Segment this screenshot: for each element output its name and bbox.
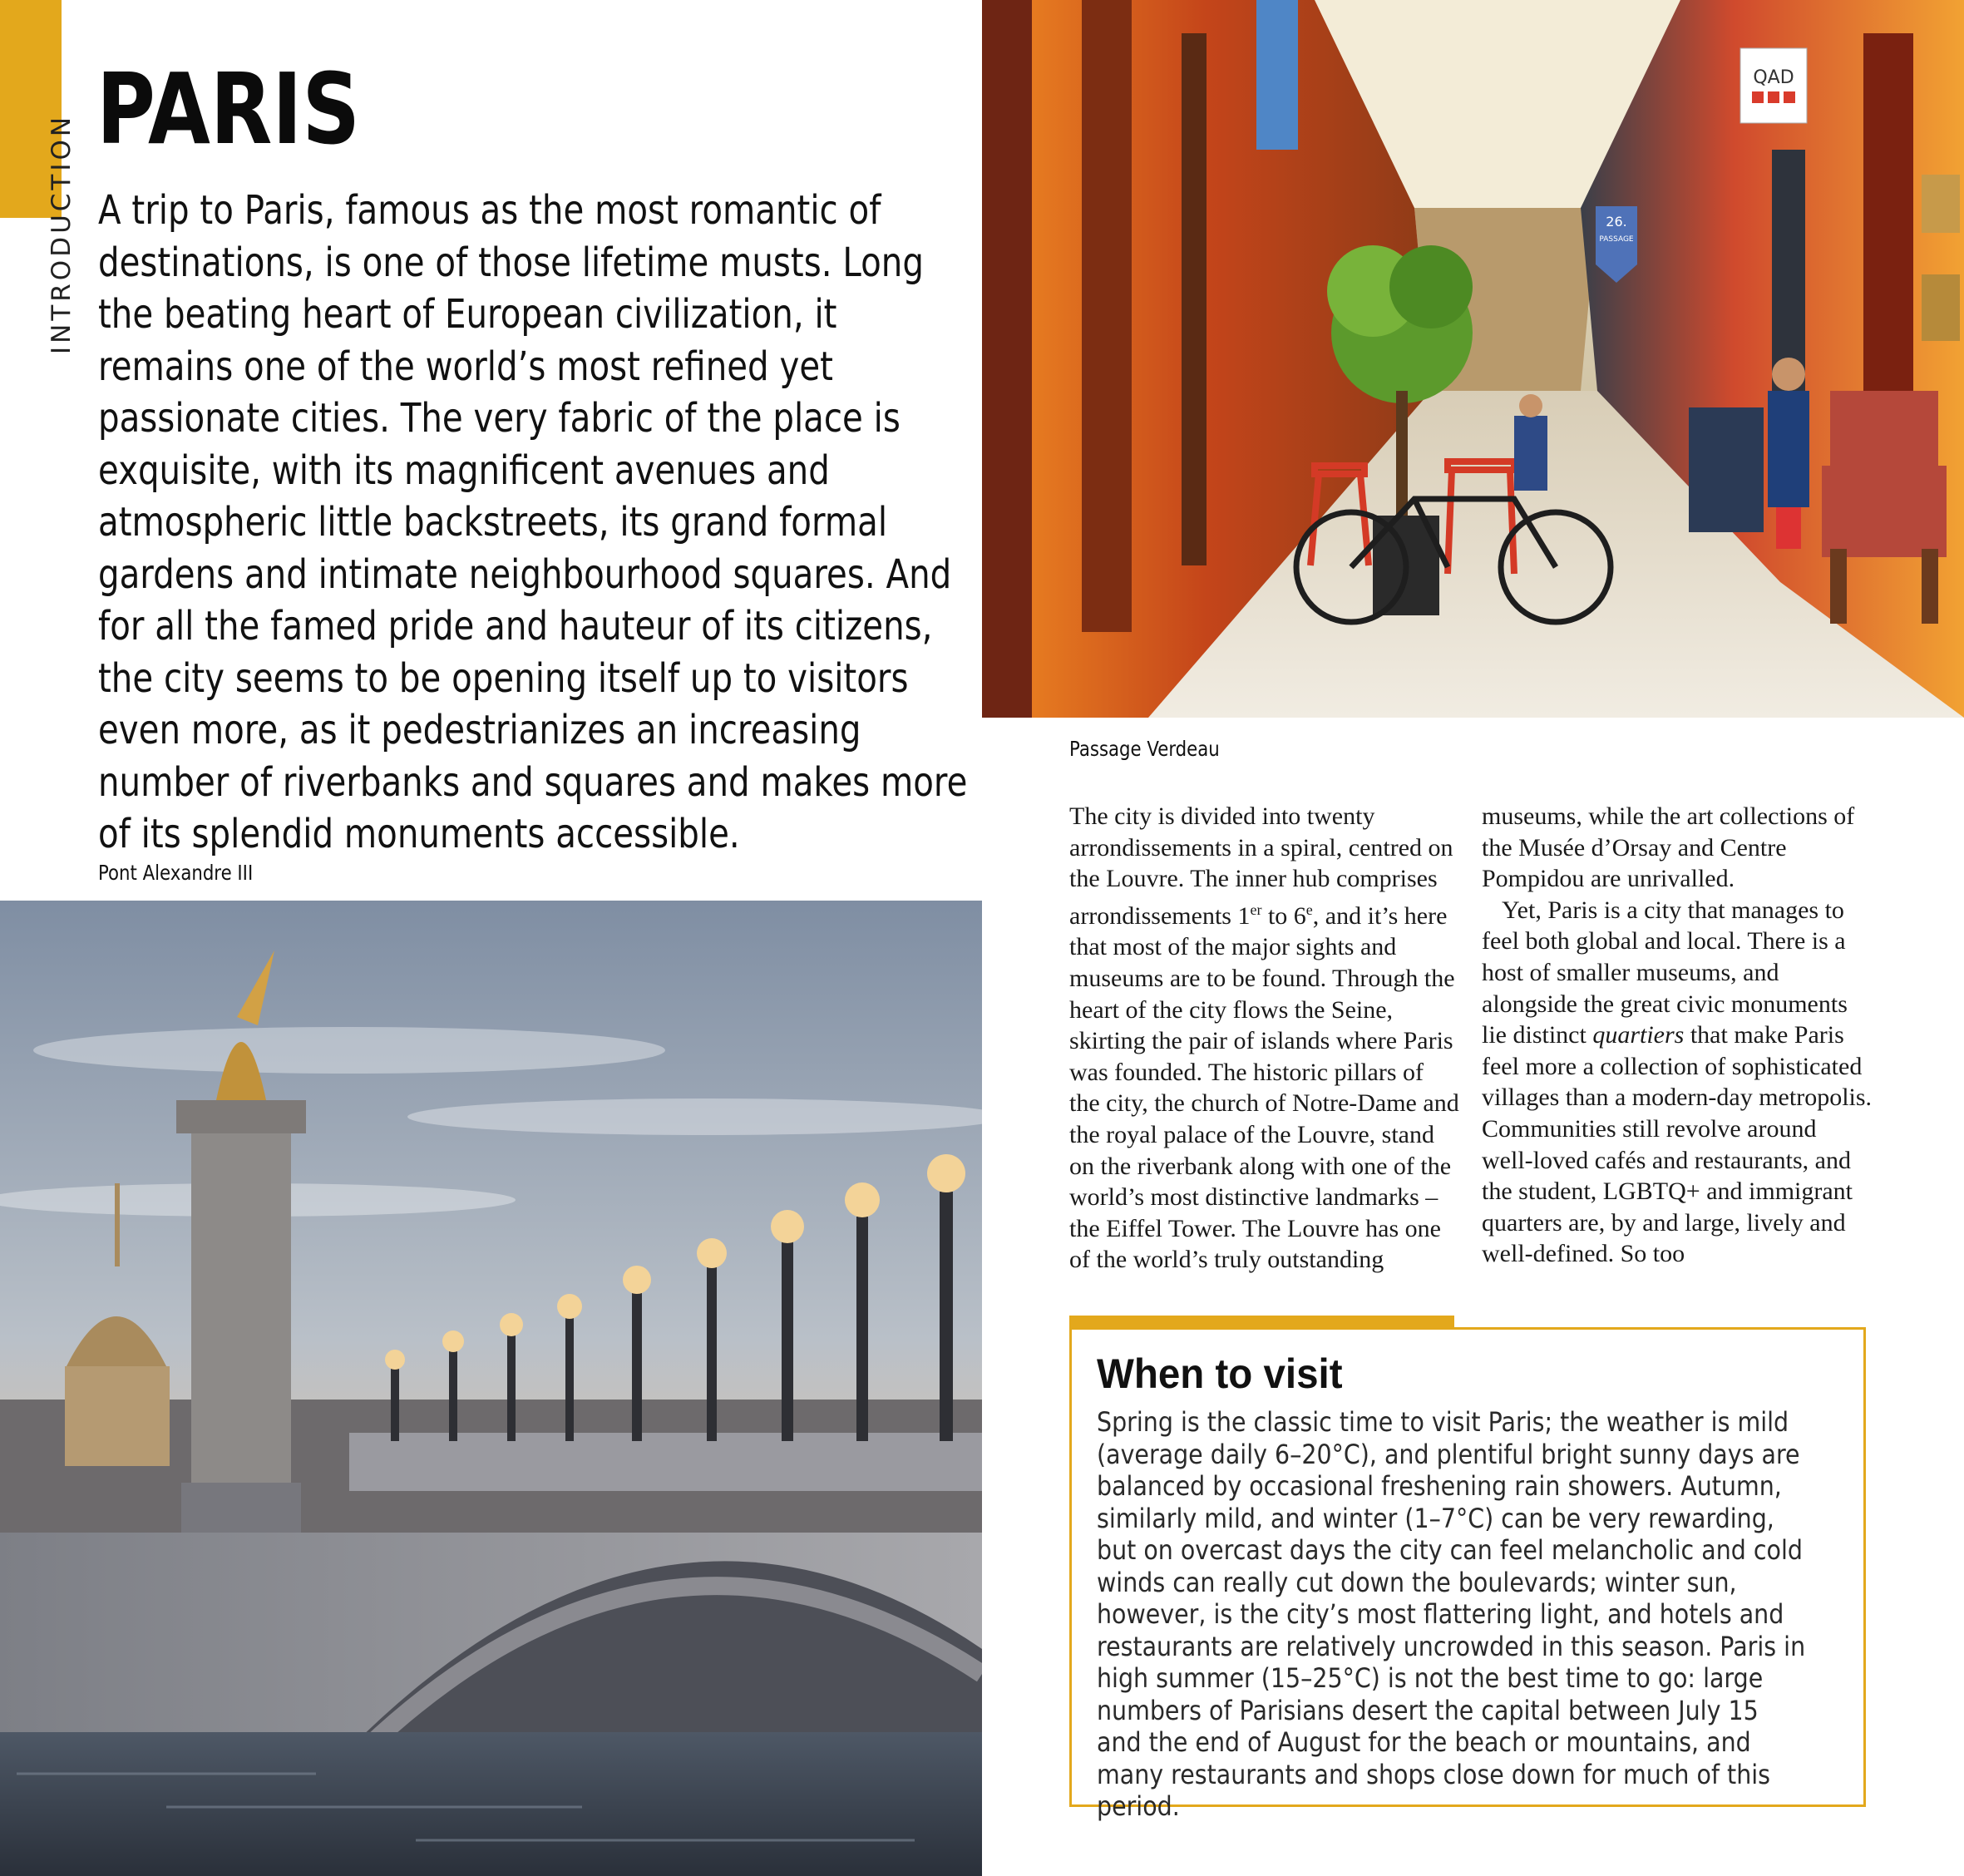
- superscript: er: [1250, 901, 1262, 918]
- superscript: e: [1305, 901, 1313, 918]
- body-emphasis: quartiers: [1592, 1021, 1685, 1049]
- page-title: PARIS: [96, 52, 361, 166]
- box-accent-rule: [1069, 1316, 1454, 1327]
- photo-caption-passage: Passage Verdeau: [1069, 737, 1220, 761]
- when-to-visit-text: Spring is the classic time to visit Paris; the weather is mild (average daily 6–20°C), and plentiful bright sunny days are balanced by occasional freshening rain showers. Autumn, similarly mild, and winter (1–7°C) can be very rewarding, but on overcast days the city can feel melancholic and cold winds can really cut down the boulevards; winter sun, however, is the city’s most flattering light, and hotels and restaurants are relatively uncrowded in this season. Paris in high summer (15–25°C) is not the best time to go: large numbers of Parisians desert the capital between July 15 and the end of August for the beach or mountains, and many restaurants and shops close down for much of this period.: [1097, 1406, 1806, 1822]
- intro-paragraph: A trip to Paris, famous as the most romantic of destinations, is one of those lifetime musts. Long the beating heart of European civilization, it remains one of the world’s most refined yet passionate cities. The very fabric of the place is exquisite, with its magnificent avenues and atmospheric little backstreets, its grand formal gardens and intimate neighbourhood squares. And for all the famed pride and hauteur of its citizens, the city seems to be opening itself up to visitors even more, as it pedestrianizes an increasing number of riverbanks and squares and makes more of its splendid monuments accessible.: [98, 187, 968, 857]
- pont-alexandre-photo: [0, 901, 982, 1876]
- body-paragraph-2: [1482, 895, 1873, 1270]
- passage-sign-number: 26.: [1606, 214, 1627, 230]
- passage-verdeau-photo: [982, 0, 1964, 718]
- when-to-visit-box: [1069, 1327, 1866, 1822]
- body-text: to 6: [1261, 901, 1306, 930]
- body-column-right: [1482, 801, 1873, 1270]
- body-paragraph-1-continued: museums, while the art collections of the Musée d’Orsay and Centre Pompidou are unrivalled.: [1482, 802, 1855, 893]
- body-text: that make Paris feel more a collection of sophisticated villages than a modern-day metropolis. Communities still revolve around well-loved cafés and restaurants, and the student, LGBTQ+ and immigrant quarters are, by and large, lively and well-defined. So too: [1482, 1021, 1873, 1268]
- photo-caption-bridge: Pont Alexandre III: [98, 861, 254, 885]
- body-text: The city is divided into twenty arrondissements in a spiral, centred on the Louvre. The inner hub comprises arrondissements 1: [1069, 802, 1453, 930]
- section-label: INTRODUCTION: [47, 113, 76, 354]
- body-text: , and it’s here that most of the major sights and museums are to be found. Through the heart of the city flows the Seine, skirting the pair of islands where Paris was founded. The historic pillars of the city, the church of Notre-Dame and the royal palace of the Louvre, stand on the riverbank along with one of the world’s most distinctive landmarks – the Eiffel Tower. The Louvre has one of the world’s truly outstanding: [1069, 901, 1459, 1274]
- shop-sign-text: QAD: [1753, 67, 1794, 88]
- when-to-visit-title: When to visit: [1097, 1350, 1343, 1397]
- body-text: Yet, Paris is a city that manages to feel both global and local. There is a host of smaller museums, and alongside the great civic monuments lie distinct: [1482, 896, 1848, 1049]
- passage-sign-word: PASSAGE: [1599, 235, 1634, 244]
- body-paragraph-1: [1069, 801, 1460, 1276]
- body-column-left: [1069, 801, 1460, 1276]
